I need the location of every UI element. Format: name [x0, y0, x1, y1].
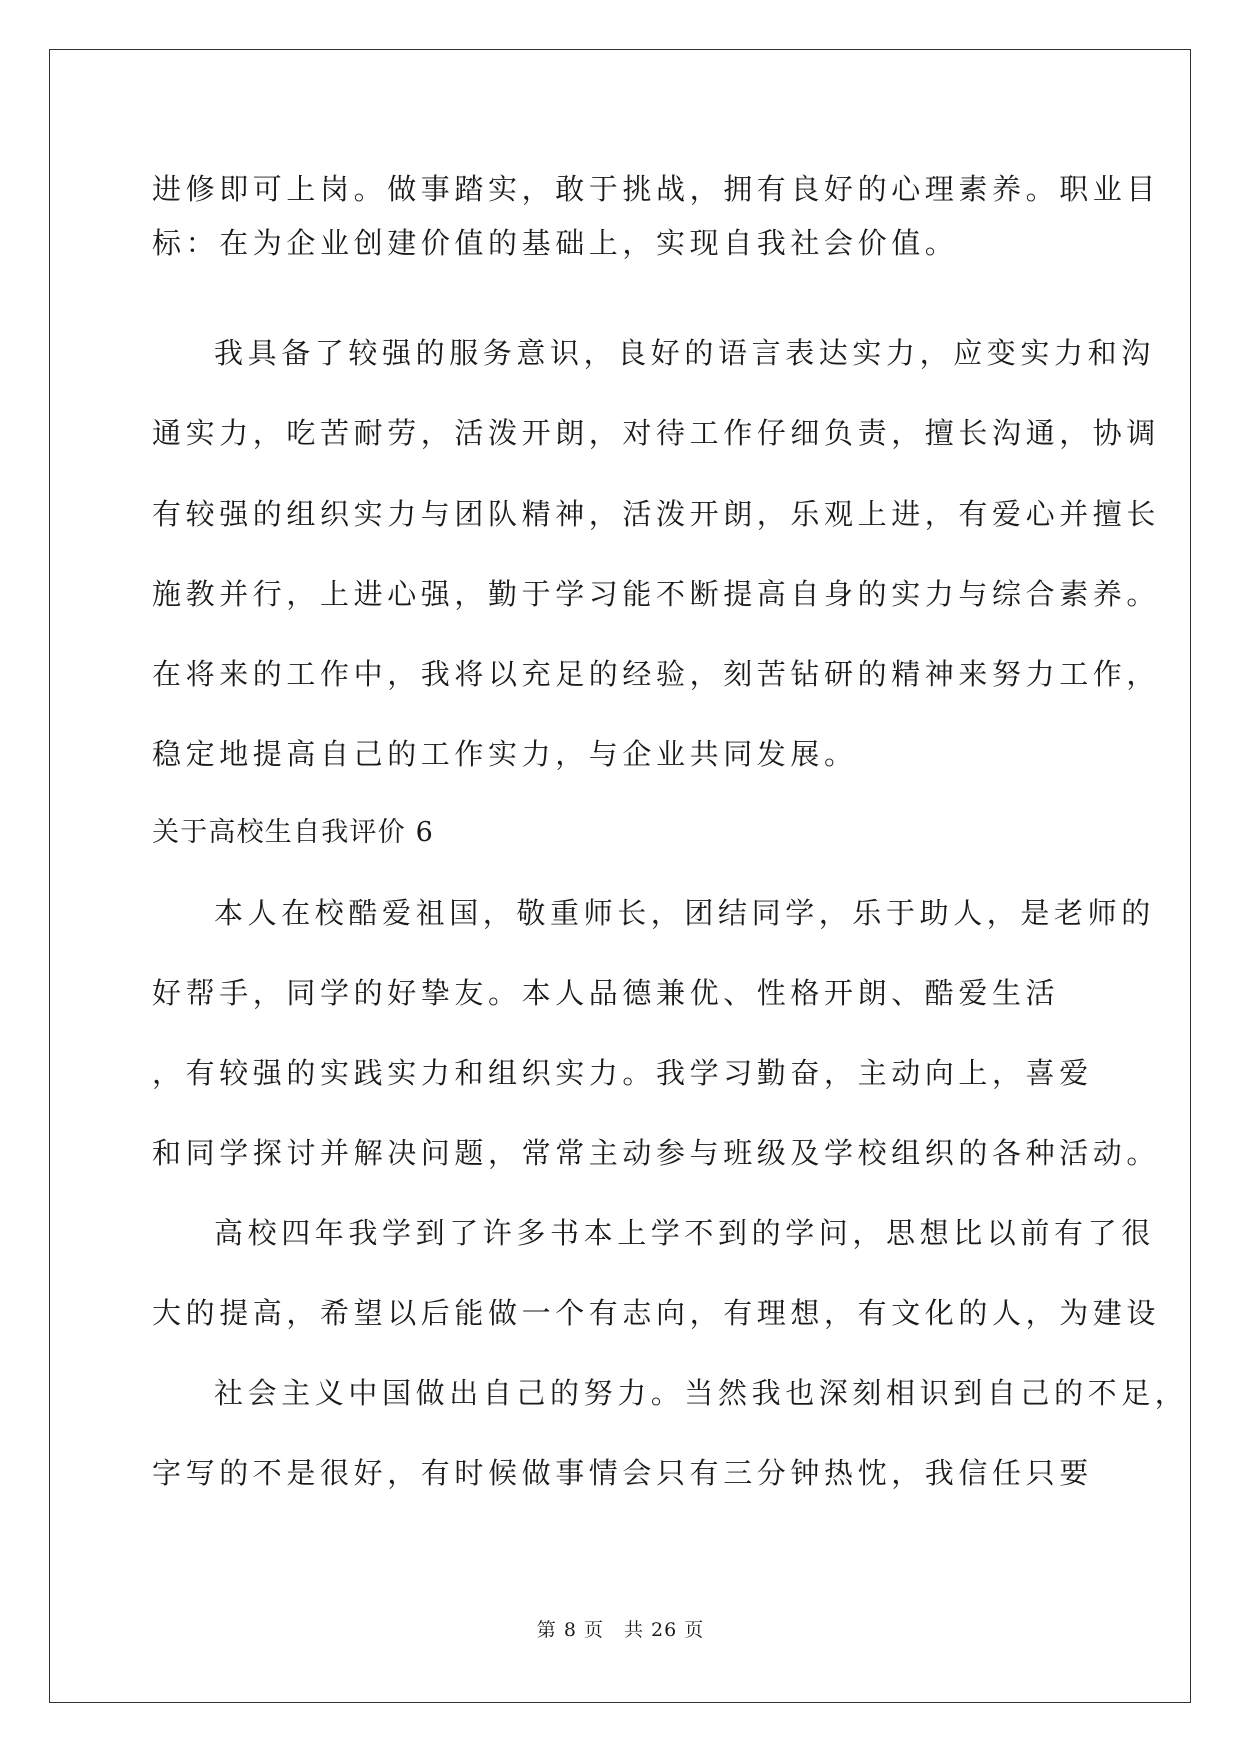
text-line: 和同学探讨并解决问题，常常主动参与班级及学校组织的各种活动。 — [152, 1136, 1161, 1170]
text-line: 字写的不是很好，有时候做事情会只有三分钟热忱，我信任只要 — [152, 1456, 1093, 1490]
page-total: 共 26 页 — [623, 1619, 705, 1641]
text-line: 我具备了较强的服务意识，良好的语言表达实力，应变实力和沟 — [214, 336, 1155, 370]
text-line: 高校四年我学到了许多书本上学不到的学问，思想比以前有了很 — [214, 1216, 1155, 1250]
text-line: 大的提高，希望以后能做一个有志向，有理想，有文化的人，为建设 — [152, 1296, 1161, 1330]
text-line: ，有较强的实践实力和组织实力。我学习勤奋，主动向上，喜爱 — [152, 1056, 1093, 1090]
page-number: 第 8 页 — [536, 1619, 604, 1641]
text-line: 本人在校酷爱祖国，敬重师长，团结同学，乐于助人，是老师的 — [214, 896, 1155, 930]
text-line: 有较强的组织实力与团队精神，活泼开朗，乐观上进，有爱心并擅长 — [152, 497, 1161, 531]
text-line: 稳定地提高自己的工作实力，与企业共同发展。 — [152, 737, 858, 771]
text-line: 在将来的工作中，我将以充足的经验，刻苦钻研的精神来努力工作， — [152, 657, 1161, 691]
page-footer — [0, 1617, 1241, 1643]
text-line: 通实力，吃苦耐劳，活泼开朗，对待工作仔细负责，擅长沟通，协调 — [152, 416, 1161, 450]
text-line: 进修即可上岗。做事踏实，敢于挑战，拥有良好的心理素养。职业目 — [152, 172, 1161, 206]
text-line: 施教并行，上进心强，勤于学习能不断提高自身的实力与综合素养。 — [152, 577, 1161, 611]
text-line: 社会主义中国做出自己的努力。当然我也深刻相识到自己的不足， — [214, 1376, 1189, 1410]
text-line: 好帮手，同学的好挚友。本人品德兼优、性格开朗、酷爱生活 — [152, 976, 1060, 1010]
text-line: 标：在为企业创建价值的基础上，实现自我社会价值。 — [152, 226, 959, 260]
section-heading: 关于高校生自我评价 6 — [152, 817, 434, 848]
